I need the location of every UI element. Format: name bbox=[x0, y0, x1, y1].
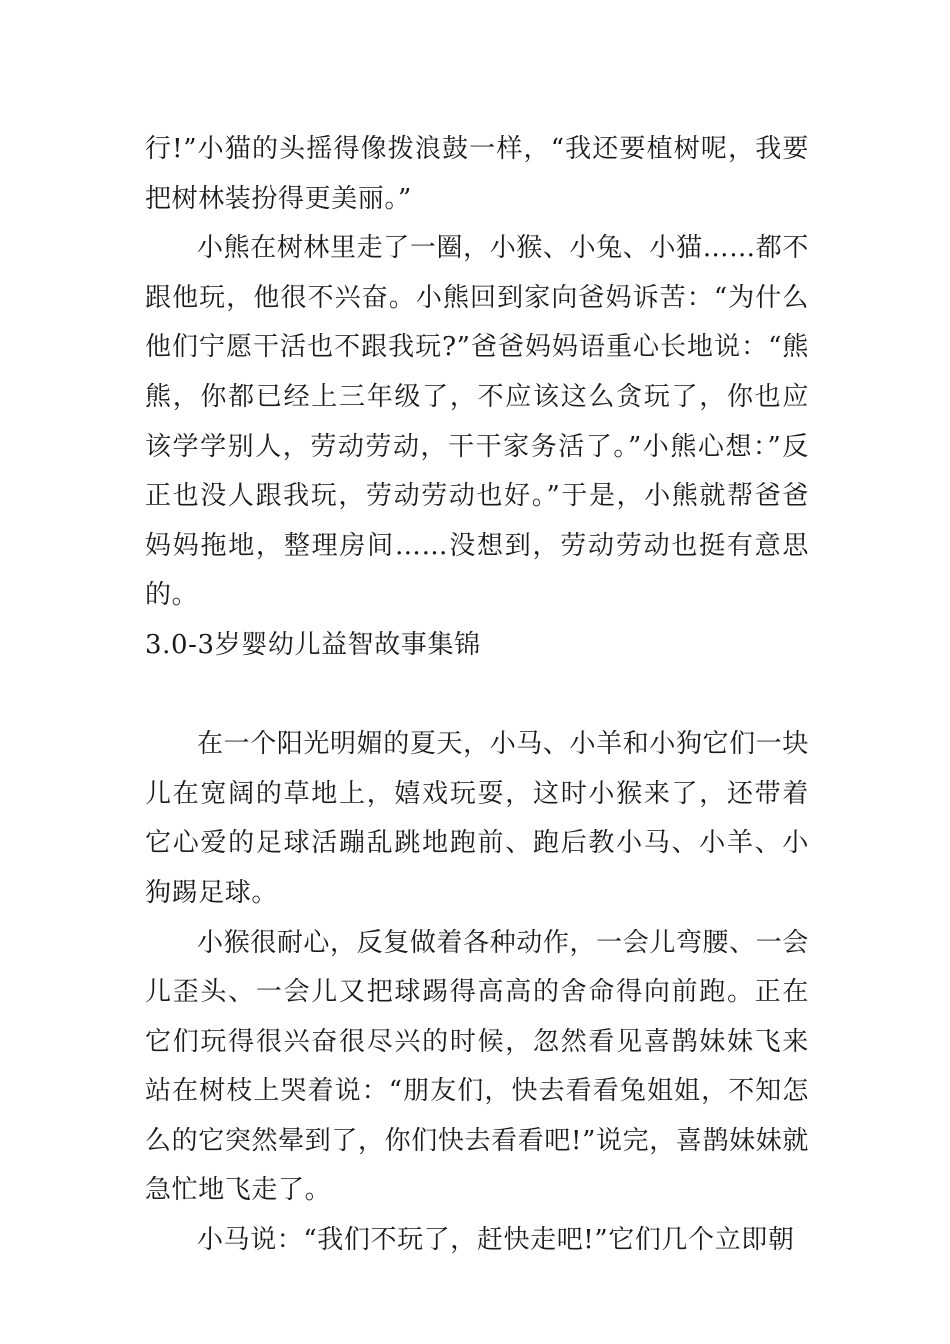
section-heading: 3.0-3岁婴幼儿益智故事集锦 bbox=[145, 629, 481, 660]
paragraph-3: 在一个阳光明媚的夏天，小马、小羊和小狗它们一块儿在宽阔的草地上，嬉戏玩耍，这时小猴来了，还带着它心爱的足球活蹦乱跳地跑前、跑后教小马、小羊、小狗踢足球。 bbox=[145, 729, 809, 908]
paragraph-4: 小猴很耐心，反复做着各种动作，一会儿弯腰、一会儿歪头、一会儿又把球踢得高高的舍命得向前跑。正在它们玩得很兴奋很尽兴的时候，忽然看见喜鹊妹妹飞来站在树枝上哭着说：“朋友们，快去看看兔姐姐，不知怎么的它突然晕到了，你们快去看看吧!”说完，喜鹊妹妹就急忙地飞走了。 bbox=[145, 927, 809, 1206]
paragraph-2: 小熊在树林里走了一圈，小猴、小兔、小猫……都不跟他玩，他很不兴奋。小熊回到家向爸妈诉苦：“为什么他们宁愿干活也不跟我玩?”爸爸妈妈语重心长地说：“熊熊，你都已经上三年级了，不应该这么贪玩了，你也应该学学别人，劳动劳动，干干家务活了。”小熊心想：”反正也没人跟我玩，劳动劳动也好。”于是，小熊就帮爸爸妈妈拖地，整理房间……没想到，劳动劳动也挺有意思的。 bbox=[145, 233, 809, 611]
paragraph-5: 小马说：“我们不玩了，赶快走吧!”它们几个立即朝 bbox=[197, 1225, 795, 1256]
paragraph-1: 行!”小猫的头摇得像拨浪鼓一样，“我还要植树呢，我要把树林装扮得更美丽。” bbox=[145, 134, 809, 214]
blank-line bbox=[145, 671, 809, 721]
document-body bbox=[145, 125, 809, 1266]
